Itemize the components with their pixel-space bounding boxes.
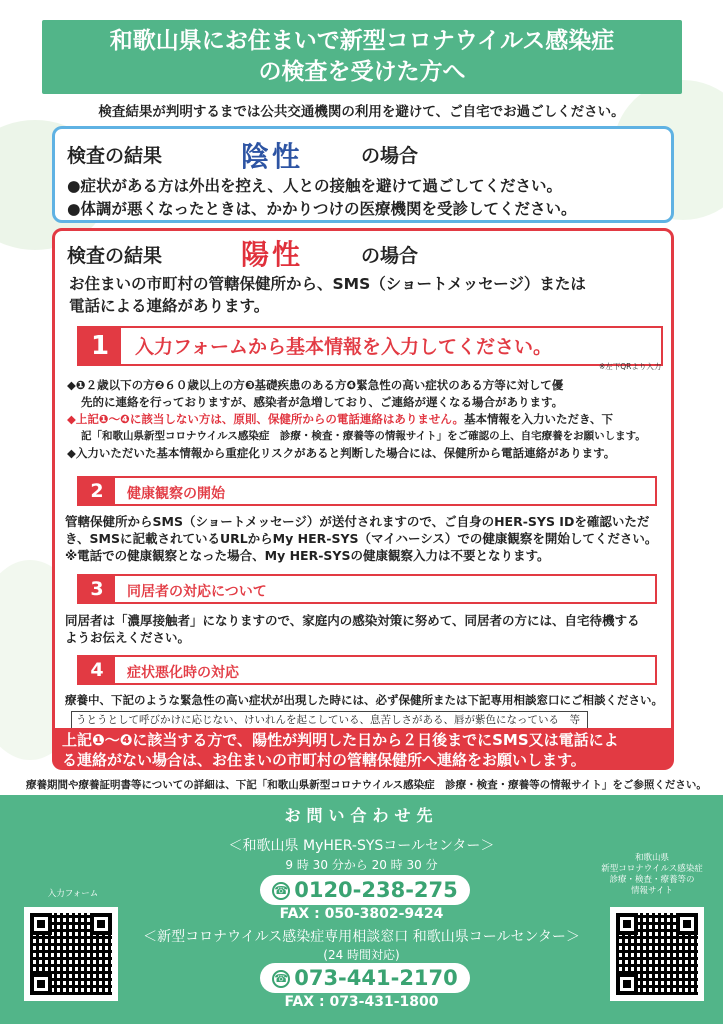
step-2-number: 2 <box>79 478 115 504</box>
phone-1-number: 0120-238-275 <box>294 878 458 902</box>
call-center-2-name: ＜新型コロナウイルス感染症専用相談窓口 和歌山県コールセンター＞ <box>143 929 580 945</box>
step-4-title: 症状悪化時の対応 <box>127 665 239 681</box>
symptom-box: うとうとして呼びかけに応じない、けいれんを起こしている、息苦しさがある、唇が紫色になっている 等 <box>71 711 588 729</box>
qr-right-label-line-2: 新型コロナウイルス感染症 <box>601 864 703 874</box>
qr-finder <box>676 913 698 935</box>
step-1-header <box>77 326 663 366</box>
step-3-number: 3 <box>79 576 115 602</box>
step-1-note: ※左下QRより入力 <box>599 362 662 371</box>
header-line-2: の検査を受けた方へ <box>258 59 466 85</box>
header-line-1: 和歌山県にお住まいで新型コロナウイルス感染症 <box>109 28 615 54</box>
step-1-red-line <box>67 411 613 427</box>
call-center-2-fax: FAX : 073-431-1800 <box>284 994 439 1010</box>
phone-icon: ☎ <box>272 882 290 900</box>
step-3-title: 同居者の対応について <box>127 584 267 600</box>
negative-word: 陰性 <box>241 140 304 173</box>
step-2-header <box>77 476 657 506</box>
positive-suffix: の場合 <box>361 245 419 267</box>
phone-icon: ☎ <box>272 970 290 988</box>
negative-suffix: の場合 <box>361 145 419 167</box>
red-footer-line-2: る連絡がない場合は、お住まいの市町村の管轄保健所へ連絡をお願いします。 <box>62 751 586 769</box>
positive-intro-line-2: 電話による連絡があります。 <box>69 297 270 315</box>
qr-right-label-line-3: 診療・検査・療養等の <box>609 875 695 885</box>
step-3-header <box>77 574 657 604</box>
contact-section <box>0 795 723 1024</box>
qr-code-info-site[interactable] <box>610 907 704 1001</box>
step-3-line-1: 同居者は「濃厚接触者」になりますので、家庭内の感染対策に努めて、同居者の方には、自宅待機する <box>65 613 640 628</box>
call-center-2-hours: (24 時間対応) <box>323 948 400 962</box>
step-3-line-2: ようお伝えください。 <box>65 630 191 645</box>
contact-title: お問い合わせ先 <box>284 806 439 825</box>
red-footer <box>52 728 674 770</box>
positive-result-box <box>52 228 674 758</box>
positive-intro-line-1: お住まいの市町村の管轄保健所から、SMS（ショートメッセージ）または <box>69 275 586 293</box>
negative-prefix: 検査の結果 <box>67 145 163 167</box>
qr-left-label: 入力フォーム <box>47 889 99 899</box>
call-center-1-fax: FAX : 050-3802-9424 <box>279 906 444 922</box>
qr-finder <box>616 913 638 935</box>
negative-bullet-1: ●症状がある方は外出を控え、人との接触を避けて過ごしてください。 <box>67 177 562 195</box>
step-1-number: 1 <box>79 328 121 364</box>
call-center-2-phone[interactable] <box>260 963 470 993</box>
step-1-title: 入力フォームから基本情報を入力してください。 <box>135 336 553 358</box>
qr-finder <box>90 913 112 935</box>
step-2-red-note: ※電話での健康観察となった場合、My HER-SYSの健康観察入力は不要となります。 <box>65 548 550 563</box>
negative-result-box <box>52 126 674 223</box>
step-2-line-1: 管轄保健所からSMS（ショートメッセージ）が送付されますので、ご自身のHER-SYS IDを確認いただ <box>65 514 650 529</box>
step-1-line-b: ◆入力いただいた基本情報から重症化リスクがあると判断した場合には、保健所から電話連絡があります。 <box>67 446 616 460</box>
step-2-title: 健康観察の開始 <box>127 486 225 502</box>
step-1-red-text: ◆上記❶～❹に該当しない方は、原則、保健所からの電話連絡はありません。 <box>67 412 465 426</box>
positive-prefix: 検査の結果 <box>67 245 163 267</box>
detail-note: 療養期間や療養証明書等についての詳細は、下記「和歌山県新型コロナウイルス感染症 診療・検査・療養等の情報サイト」をご参照ください。 <box>26 779 707 791</box>
call-center-1-hours: 9 時 30 分から 20 時 30 分 <box>285 858 438 872</box>
qr-code-icon <box>30 913 112 995</box>
step-1-line-a: 記「和歌山県新型コロナウイルス感染症 診療・検査・療養等の情報サイト」をご確認の上、自宅療養をお願いします。 <box>81 430 646 442</box>
qr-finder <box>30 973 52 995</box>
qr-right-label <box>596 853 708 897</box>
step-1-line-1: ◆❶２歳以下の方❷６０歳以上の方❸基礎疾患のある方❹緊急性の高い症状のある方等に対して優 <box>67 378 564 392</box>
qr-right-label-line-1: 和歌山県 <box>634 853 669 863</box>
red-footer-line-1: 上記❶～❹に該当する方で、陽性が判明した日から２日後までにSMS又は電話によ <box>62 731 619 749</box>
page-header <box>42 20 682 94</box>
phone-2-number: 073-441-2170 <box>294 966 458 990</box>
positive-intro <box>69 273 586 317</box>
negative-bullet-2: ●体調が悪くなったときは、かかりつけの医療機関を受診してください。 <box>67 200 577 218</box>
step-1-line-2: 先的に連絡を行っておりますが、感染者が急増しており、ご連絡が遅くなる場合があります。 <box>81 395 564 409</box>
step-1-red-rest: 基本情報を入力いただき、下 <box>464 412 614 426</box>
qr-finder <box>616 973 638 995</box>
qr-finder <box>30 913 52 935</box>
positive-word: 陽性 <box>241 238 304 271</box>
notice-text: 検査結果が判明するまでは公共交通機関の利用を避けて、ご自宅でお過ごしください。 <box>98 104 625 120</box>
call-center-1-phone[interactable] <box>260 875 470 905</box>
qr-right-label-line-4: 情報サイト <box>631 886 673 896</box>
step-4-line: 療養中、下記のような緊急性の高い症状が出現した時には、必ず保健所または下記専用相談窓口にご相談ください。 <box>65 693 663 707</box>
step-4-number: 4 <box>79 657 115 683</box>
step-2-line-2: き、SMSに記載されているURLからMy HER-SYS（マイハーシス）での健康観察を開始してください。 <box>65 531 658 546</box>
qr-code-input-form[interactable] <box>24 907 118 1001</box>
qr-code-icon <box>616 913 698 995</box>
call-center-1-name: ＜和歌山県 MyHER-SYSコールセンター＞ <box>228 838 495 854</box>
step-4-header <box>77 655 657 685</box>
